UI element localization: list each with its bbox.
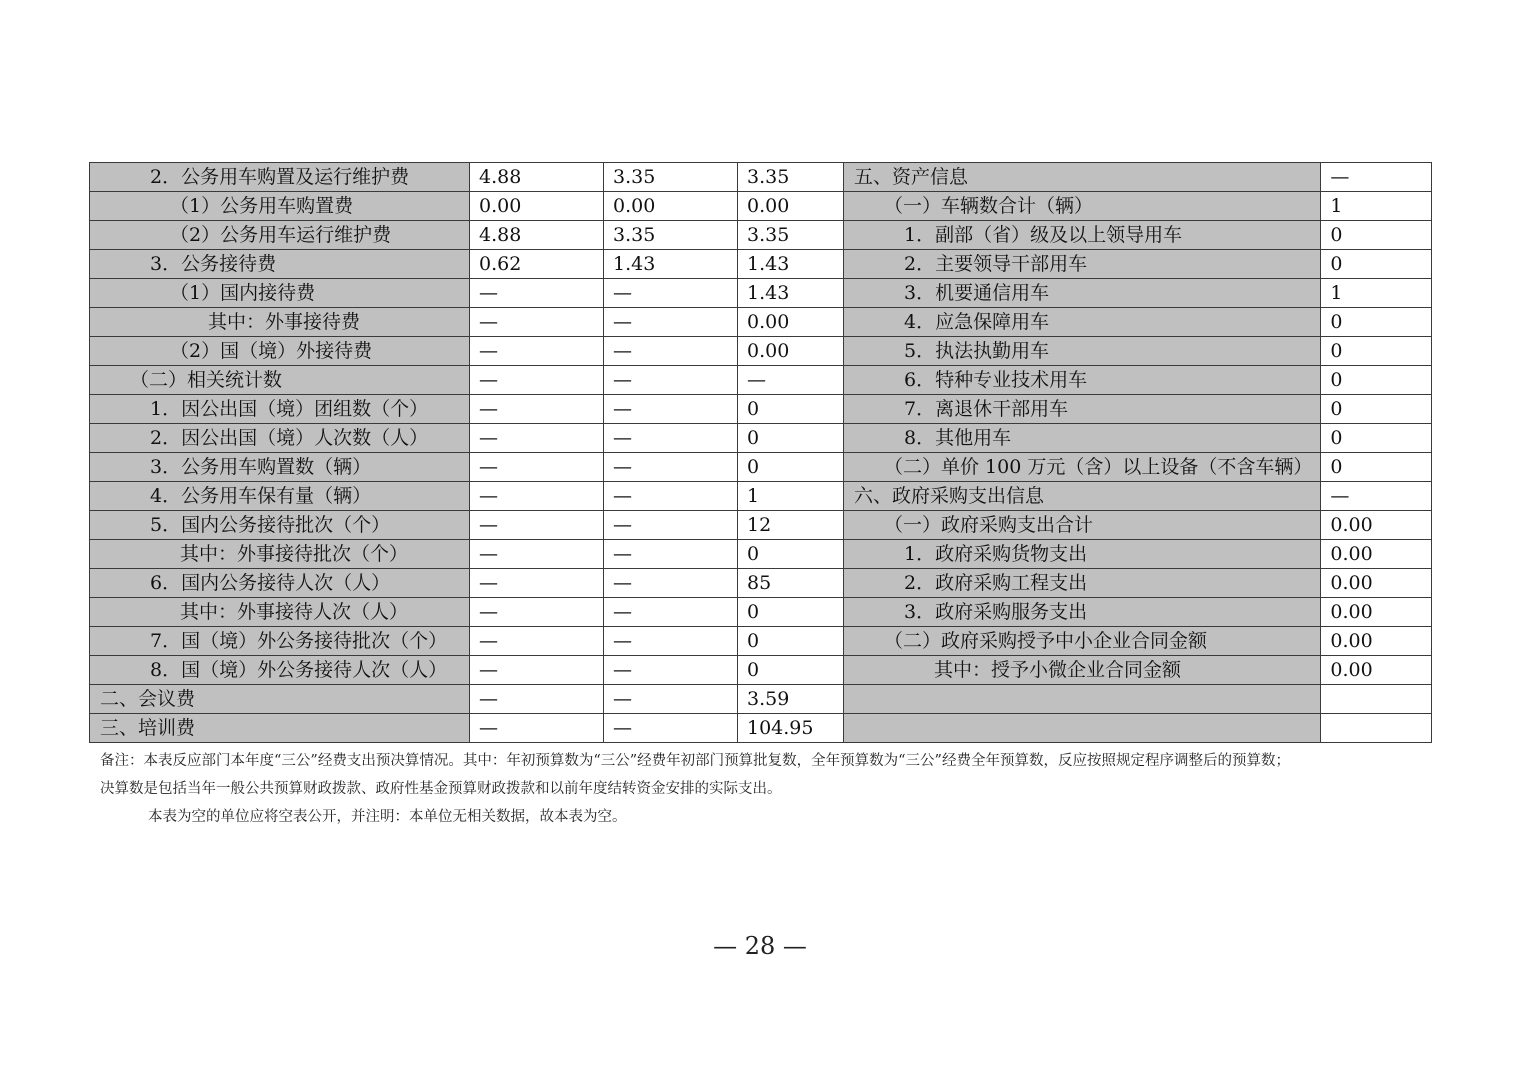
full-year-budget-value: — (604, 569, 738, 598)
right-item-label: （一）车辆数合计（辆） (844, 192, 1321, 221)
table-row (90, 337, 1432, 366)
full-year-budget-value: — (604, 627, 738, 656)
final-accounts-value: 0 (738, 540, 844, 569)
table-row (90, 482, 1432, 511)
initial-budget-value: — (470, 598, 604, 627)
initial-budget-value: — (470, 511, 604, 540)
left-item-label: 三、培训费 (90, 714, 470, 743)
full-year-budget-value: — (604, 482, 738, 511)
three-public-expenses-table (89, 162, 1432, 743)
right-item-label: 3．政府采购服务支出 (844, 598, 1321, 627)
left-item-label: （二）相关统计数 (90, 366, 470, 395)
left-item-label: 2．公务用车购置及运行维护费 (90, 163, 470, 192)
initial-budget-value: 0.00 (470, 192, 604, 221)
full-year-budget-value: — (604, 366, 738, 395)
full-year-budget-value: 3.35 (604, 163, 738, 192)
final-accounts-value: 12 (738, 511, 844, 540)
left-item-label: 1．因公出国（境）团组数（个） (90, 395, 470, 424)
table-body (90, 163, 1432, 743)
page-number: — 28 — (713, 932, 807, 960)
full-year-budget-value: — (604, 685, 738, 714)
table-row (90, 366, 1432, 395)
right-item-label: 1．政府采购货物支出 (844, 540, 1321, 569)
table-row (90, 714, 1432, 743)
full-year-budget-value: — (604, 395, 738, 424)
final-accounts-value: 0 (738, 598, 844, 627)
right-item-value (1321, 714, 1432, 743)
initial-budget-value: — (470, 366, 604, 395)
left-item-label: （2）公务用车运行维护费 (90, 221, 470, 250)
right-item-label: 3．机要通信用车 (844, 279, 1321, 308)
right-item-value: 0 (1321, 453, 1432, 482)
final-accounts-value: 3.59 (738, 685, 844, 714)
left-item-label: 6．国内公务接待人次（人） (90, 569, 470, 598)
initial-budget-value: — (470, 569, 604, 598)
right-item-label: 1．副部（省）级及以上领导用车 (844, 221, 1321, 250)
table-row (90, 221, 1432, 250)
full-year-budget-value: — (604, 424, 738, 453)
right-item-label: 8．其他用车 (844, 424, 1321, 453)
full-year-budget-value: — (604, 714, 738, 743)
right-item-value: 0.00 (1321, 598, 1432, 627)
right-item-label: （一）政府采购支出合计 (844, 511, 1321, 540)
table-row (90, 395, 1432, 424)
right-item-label: 其中：授予小微企业合同金额 (844, 656, 1321, 685)
left-item-label: 3．公务接待费 (90, 250, 470, 279)
final-accounts-value: 0 (738, 395, 844, 424)
right-item-value: — (1321, 163, 1432, 192)
left-item-label: 其中：外事接待批次（个） (90, 540, 470, 569)
table-row (90, 598, 1432, 627)
table-row (90, 453, 1432, 482)
initial-budget-value: 4.88 (470, 221, 604, 250)
initial-budget-value: — (470, 482, 604, 511)
full-year-budget-value: — (604, 337, 738, 366)
right-item-value: 0.00 (1321, 511, 1432, 540)
full-year-budget-value: — (604, 453, 738, 482)
left-item-label: 其中：外事接待费 (90, 308, 470, 337)
table-row (90, 656, 1432, 685)
full-year-budget-value: — (604, 279, 738, 308)
right-item-label: （二）单价 100 万元（含）以上设备（不含车辆） (844, 453, 1321, 482)
note-line-2: 决算数是包括当年一般公共预算财政拨款、政府性基金预算财政拨款和以前年度结转资金安排的实际支出。 (100, 781, 782, 797)
table-row (90, 540, 1432, 569)
right-item-label (844, 685, 1321, 714)
initial-budget-value: — (470, 540, 604, 569)
initial-budget-value: 0.62 (470, 250, 604, 279)
right-item-value: 0 (1321, 250, 1432, 279)
right-item-value: 0.00 (1321, 627, 1432, 656)
left-item-label: 5．国内公务接待批次（个） (90, 511, 470, 540)
right-item-value: 0.00 (1321, 569, 1432, 598)
initial-budget-value: — (470, 279, 604, 308)
left-item-label: （2）国（境）外接待费 (90, 337, 470, 366)
final-accounts-value: 1.43 (738, 250, 844, 279)
final-accounts-value: 0 (738, 656, 844, 685)
note-line-3: 本表为空的单位应将空表公开，并注明：本单位无相关数据，故本表为空。 (148, 809, 627, 825)
left-item-label: （1）国内接待费 (90, 279, 470, 308)
initial-budget-value: — (470, 424, 604, 453)
right-item-value: — (1321, 482, 1432, 511)
right-item-label: 2．主要领导干部用车 (844, 250, 1321, 279)
right-item-label: 4．应急保障用车 (844, 308, 1321, 337)
final-accounts-value: 104.95 (738, 714, 844, 743)
right-item-label: 6．特种专业技术用车 (844, 366, 1321, 395)
right-item-value: 0 (1321, 337, 1432, 366)
notes (100, 747, 1440, 831)
left-item-label: 4．公务用车保有量（辆） (90, 482, 470, 511)
table-row (90, 627, 1432, 656)
initial-budget-value: — (470, 656, 604, 685)
full-year-budget-value: — (604, 598, 738, 627)
right-item-label: 5．执法执勤用车 (844, 337, 1321, 366)
right-item-value (1321, 685, 1432, 714)
note-line-1: 备注：本表反应部门本年度“三公”经费支出预决算情况。其中：年初预算数为“三公”经费年初部门预算批复数，全年预算数为“三公”经费全年预算数，反应按照规定程序调整后的预算数； (100, 753, 1290, 769)
right-item-label: （二）政府采购授予中小企业合同金额 (844, 627, 1321, 656)
right-item-value: 0 (1321, 424, 1432, 453)
table-row (90, 279, 1432, 308)
table-row (90, 511, 1432, 540)
initial-budget-value: — (470, 453, 604, 482)
right-item-value: 0 (1321, 308, 1432, 337)
right-item-label: 五、资产信息 (844, 163, 1321, 192)
left-item-label: （1）公务用车购置费 (90, 192, 470, 221)
right-item-value: 0.00 (1321, 540, 1432, 569)
left-item-label: 8．国（境）外公务接待人次（人） (90, 656, 470, 685)
full-year-budget-value: — (604, 540, 738, 569)
initial-budget-value: — (470, 627, 604, 656)
final-accounts-value: 1 (738, 482, 844, 511)
final-accounts-value: 85 (738, 569, 844, 598)
initial-budget-value: — (470, 395, 604, 424)
left-item-label: 二、会议费 (90, 685, 470, 714)
left-item-label: 其中：外事接待人次（人） (90, 598, 470, 627)
right-item-value: 0 (1321, 221, 1432, 250)
final-accounts-value: 0.00 (738, 308, 844, 337)
final-accounts-value: 0 (738, 453, 844, 482)
full-year-budget-value: 0.00 (604, 192, 738, 221)
final-accounts-value: 0.00 (738, 337, 844, 366)
right-item-label: 7．离退休干部用车 (844, 395, 1321, 424)
full-year-budget-value: 1.43 (604, 250, 738, 279)
initial-budget-value: — (470, 714, 604, 743)
final-accounts-value: 3.35 (738, 221, 844, 250)
table-row (90, 192, 1432, 221)
initial-budget-value: — (470, 685, 604, 714)
right-item-label: 2．政府采购工程支出 (844, 569, 1321, 598)
final-accounts-value: 3.35 (738, 163, 844, 192)
table-row (90, 163, 1432, 192)
right-item-value: 0 (1321, 366, 1432, 395)
right-item-value: 1 (1321, 279, 1432, 308)
final-accounts-value: 0 (738, 627, 844, 656)
full-year-budget-value: — (604, 308, 738, 337)
initial-budget-value: — (470, 337, 604, 366)
full-year-budget-value: — (604, 656, 738, 685)
right-item-value: 0.00 (1321, 656, 1432, 685)
table-row (90, 424, 1432, 453)
table-row (90, 569, 1432, 598)
left-item-label: 2．因公出国（境）人次数（人） (90, 424, 470, 453)
table-row (90, 685, 1432, 714)
final-accounts-value: 0.00 (738, 192, 844, 221)
final-accounts-value: 1.43 (738, 279, 844, 308)
right-item-label (844, 714, 1321, 743)
table-row (90, 250, 1432, 279)
right-item-label: 六、政府采购支出信息 (844, 482, 1321, 511)
table-row (90, 308, 1432, 337)
final-accounts-value: 0 (738, 424, 844, 453)
final-accounts-value: — (738, 366, 844, 395)
right-item-value: 0 (1321, 395, 1432, 424)
full-year-budget-value: — (604, 511, 738, 540)
left-item-label: 3．公务用车购置数（辆） (90, 453, 470, 482)
initial-budget-value: 4.88 (470, 163, 604, 192)
full-year-budget-value: 3.35 (604, 221, 738, 250)
right-item-value: 1 (1321, 192, 1432, 221)
initial-budget-value: — (470, 308, 604, 337)
left-item-label: 7．国（境）外公务接待批次（个） (90, 627, 470, 656)
